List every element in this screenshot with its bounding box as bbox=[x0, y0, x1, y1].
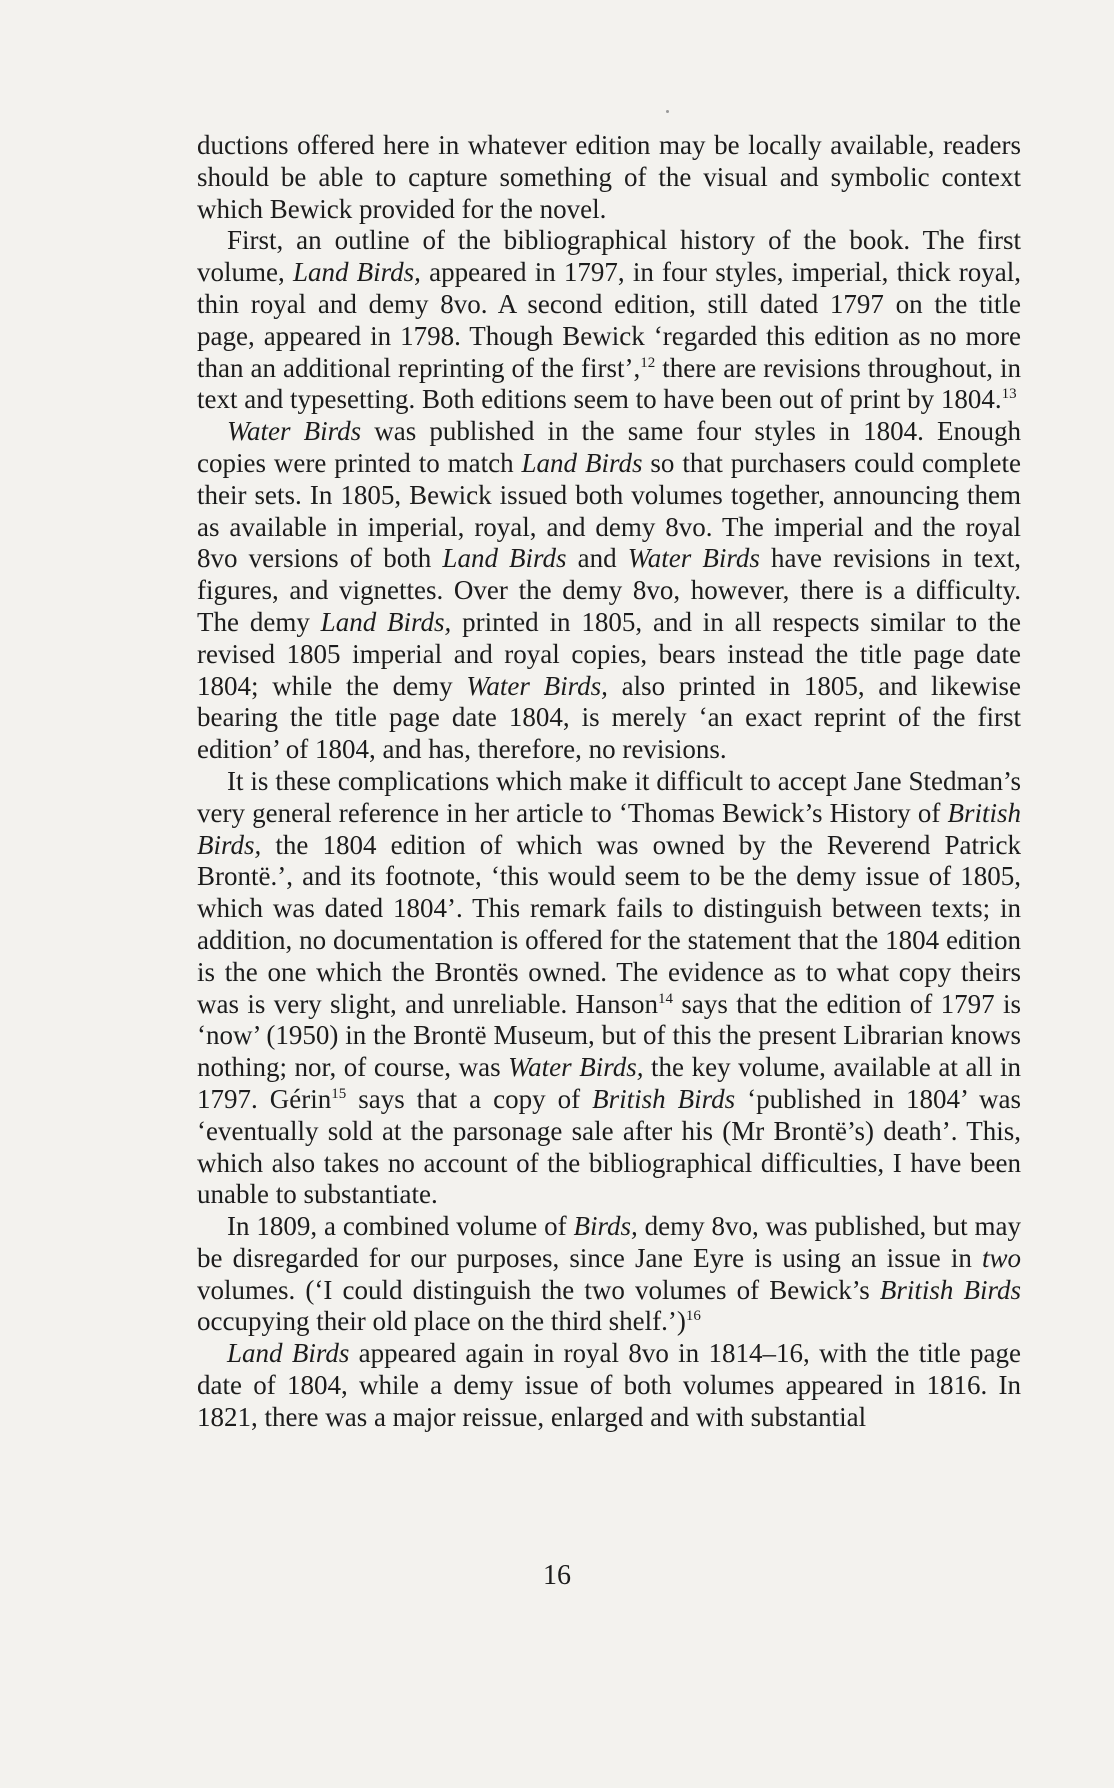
footnote-ref: 16 bbox=[685, 1308, 701, 1325]
text-run: ductions offered here in whatever edition may be locally available, readers should be able to capture something of the visual and symbolic context which Bewick provided for the novel. bbox=[197, 130, 1021, 224]
paragraph bbox=[197, 1211, 1021, 1338]
paper-speck bbox=[666, 110, 669, 113]
text-run: also printed in 1805, and likewise bearing the title page date 1804, is merely ‘an exact reprint of the first edition’ of 1804, and has, therefore, no revisions. bbox=[197, 670, 1021, 765]
text-run: In 1809, a combined volume of bbox=[227, 1211, 574, 1242]
text-run: the key volume, available at all in 1797. Gérin bbox=[197, 1052, 1021, 1114]
italic-title: British Birds, bbox=[197, 797, 1021, 860]
text-run: have revisions in text, figures, and vignettes. Over the demy 8vo, however, there is a difficulty. The demy bbox=[197, 543, 1022, 637]
paragraph bbox=[197, 1338, 1021, 1433]
paragraph bbox=[197, 130, 1021, 225]
italic-title: Water Birds, bbox=[508, 1052, 644, 1083]
footnote-ref: 14 bbox=[658, 990, 674, 1007]
text-run: says that a copy of bbox=[346, 1083, 593, 1114]
paragraph bbox=[197, 766, 1021, 1211]
italic-title: Land Birds bbox=[521, 447, 643, 478]
text-run: ‘published in 1804’ was ‘eventually sold at the parsonage sale after his (Mr Brontë’s) death’. This, which also takes no account of the bibliographical difficulties, I have been unable to substantiate. bbox=[197, 1083, 1021, 1210]
body-text bbox=[197, 130, 1021, 1434]
italic-title: two bbox=[981, 1242, 1021, 1273]
text-run: It is these complications which make it difficult to accept Jane Stedman’s very general reference in her article to ‘Thomas Bewick’s History of bbox=[197, 765, 1021, 828]
text-run: was published in the same four styles in 1804. Enough copies were printed to match bbox=[197, 416, 1021, 478]
footnote-ref: 13 bbox=[1001, 386, 1017, 403]
text-run: says that the edition of 1797 is ‘now’ (1950) in the Brontë Museum, but of this the present Librarian knows nothing; nor, of course, was bbox=[197, 988, 1021, 1083]
italic-title: Birds, bbox=[573, 1211, 638, 1242]
text-run: volumes. (‘I could distinguish the two volumes of Bewick’s bbox=[197, 1274, 880, 1305]
text-run: appeared in 1797, in four styles, imperial, thick royal, thin royal and demy 8vo. A second edition, still dated 1797 on the title page, appeared in 1798. Though Bewick ‘regarded this edition as no more than an additional reprinting of the first’, bbox=[197, 257, 1021, 383]
text-run: the 1804 edition of which was owned by the Reverend Patrick Brontë.’, and its footnote, ‘this would seem to be the demy issue of 1805, which was dated 1804’. This remark fails to distinguish between texts; in addition, no documentation is offered for the statement that the 1804 edition is the one which the Brontës owned. The evidence as to what copy theirs was is very slight, and unreliable. Hanson bbox=[197, 829, 1021, 1019]
italic-title: Land Birds bbox=[227, 1338, 350, 1369]
italic-title: Land Birds, bbox=[292, 257, 421, 288]
footnote-ref: 12 bbox=[640, 354, 656, 371]
text-run: appeared again in royal 8vo in 1814–16, with the title page date of 1804, while a demy issue of both volumes appeared in 1816. In 1821, there was a major reissue, enlarged and with substantial bbox=[197, 1338, 1021, 1432]
italic-title: Land Birds, bbox=[320, 606, 452, 637]
italic-title: Water Birds, bbox=[466, 670, 608, 701]
text-run: demy 8vo, was published, but may be disregarded for our purposes, since Jane Eyre is using an issue in bbox=[197, 1211, 1021, 1273]
text-run: First, an outline of the bibliographical history of the book. The first volume, bbox=[197, 225, 1021, 288]
text-run: occupying their old place on the third shelf.’) bbox=[197, 1306, 686, 1337]
text-run: so that purchasers could complete their sets. In 1805, Bewick issued both volumes together, announcing them as available in imperial, royal, and demy 8vo. The imperial and the royal 8vo versions of both bbox=[197, 447, 1021, 574]
italic-title: British Birds bbox=[879, 1274, 1021, 1305]
text-run: there are revisions throughout, in text and typesetting. Both editions seem to have been out of print by 1804. bbox=[197, 352, 1022, 415]
text-run: and bbox=[566, 543, 628, 574]
italic-title: British Birds bbox=[592, 1083, 736, 1114]
italic-title: Water Birds bbox=[627, 543, 760, 574]
page-number: 16 bbox=[543, 1560, 571, 1591]
italic-title: Land Birds bbox=[442, 543, 567, 574]
text-run: printed in 1805, and in all respects similar to the revised 1805 imperial and royal copies, bears instead the title page date 1804; while the demy bbox=[197, 606, 1021, 701]
paragraph bbox=[197, 416, 1021, 766]
italic-title: Water Birds bbox=[227, 416, 362, 447]
footnote-ref: 15 bbox=[331, 1085, 347, 1102]
paragraph bbox=[197, 225, 1021, 416]
